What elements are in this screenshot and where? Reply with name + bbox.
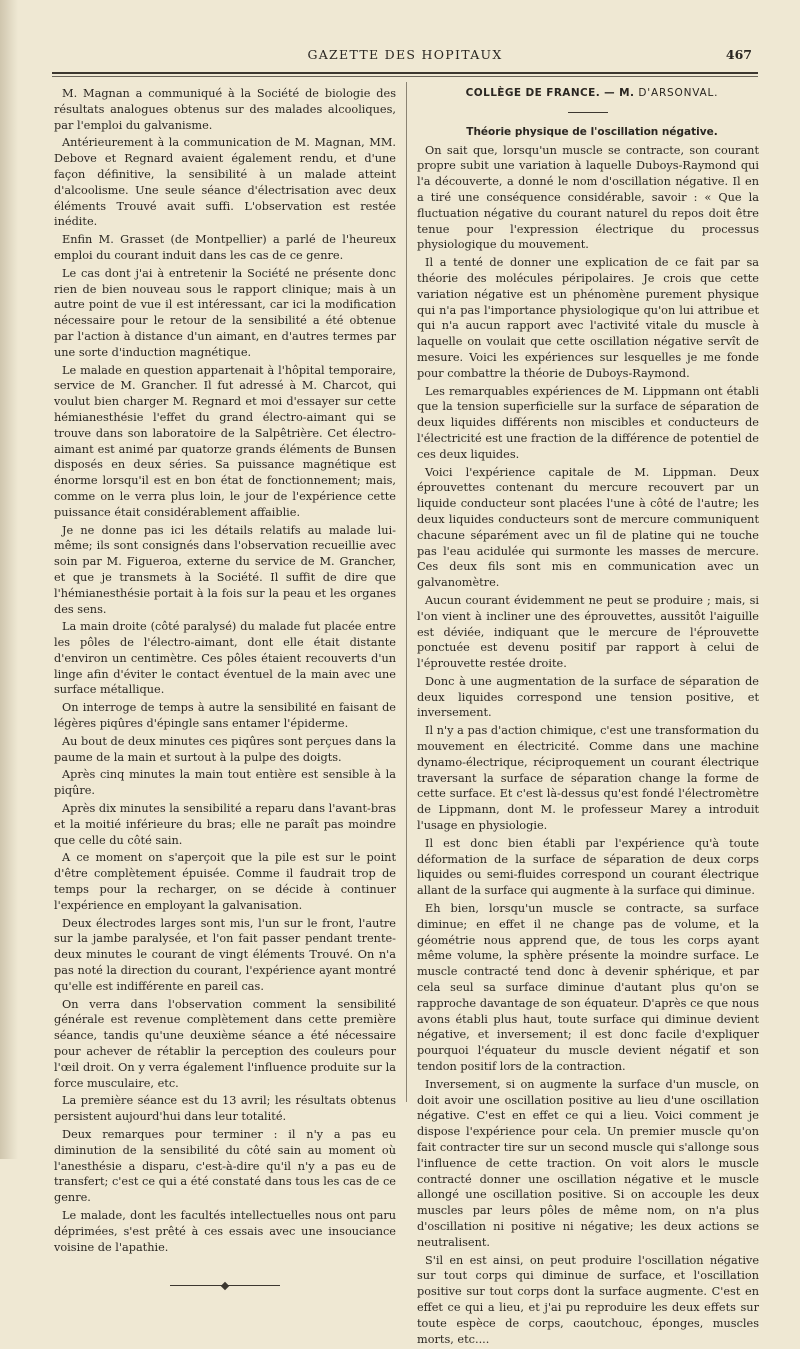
paragraph: Le cas dont j'ai à entretenir la Société ne présente donc rien de bien nouveau sous le rapport clinique; mais à un autre point de vue il est intéressant, car ici la modification nécessaire pour le retour de la sensibilité a été obtenue par l'action à distance d'un aimant, en d'autres termes par une sorte d'induction magnétique. (54, 266, 396, 359)
paragraph: Deux électrodes larges sont mis, l'un sur le front, l'autre sur la jambe paralysée, et l'on fait passer pendant trente-deux minutes le courant de vingt éléments Trouvé. On n'a pas noté la direction du courant, l'expérience ayant montré qu'elle est indifférente en pareil cas. (54, 916, 396, 993)
paragraph: Donc à une augmentation de la surface de séparation de deux liquides correspond une tension positive, et inversement. (417, 674, 759, 720)
paragraph: Il n'y a pas d'action chimique, c'est une transformation du mouvement en électricité. Comme dans une machine dynamo-électrique, réciproquement un courant électrique traversant la surface de séparation change la forme de cette surface. Et c'est là-dessus qu'est fondé l'électromètre de Lippmann, dont M. le professeur Marey a introduit l'usage en physiologie. (417, 724, 759, 833)
end-of-article-ornament (54, 1275, 396, 1291)
paragraph: Au bout de deux minutes ces piqûres sont perçues dans la paume de la main et surtout à la pulpe des doigts. (54, 734, 396, 764)
section-rule (568, 112, 608, 113)
paragraph: Enfin M. Grasset (de Montpellier) a parlé de l'heureux emploi du courant induit dans les cas de ce genre. (54, 233, 396, 262)
section-author: D'ARSONVAL. (638, 87, 719, 99)
paragraph: M. Magnan a communiqué à la Société de biologie des résultats analogues obtenus sur des malades alcooliques, par l'emploi du galvanisme. (54, 87, 396, 132)
newspaper-title: GAZETTE DES HOPITAUX (307, 47, 503, 62)
paragraph: S'il en est ainsi, on peut produire l'oscillation négative sur tout corps qui diminue de surface, et l'oscillation positive sur tout corps dont la surface augmente. C'est en effet ce qui a lieu, et j'ai pu reproduire les deux effets sur toute espèce de corps, caoutchouc, éponges, muscles morts, etc.... (417, 1253, 759, 1346)
paragraph: Le malade en question appartenait à l'hôpital temporaire, service de M. Grancher. Il fut adressé à M. Charcot, qui voulut bien charger M. Regnard et moi d'essayer sur cette hémianesthésie l'effet du grand électro-aimant qui se trouve dans son laboratoire de la Salpêtrière. Cet électro-aimant est animé par quatorze grands éléments de Bunsen disposés en deux séries. Sa puissance magnétique est énorme lorsqu'il est en bon état de fonctionnement; mais, comme on le verra plus loin, le jour de l'expérience cette puissance était considérablement affaiblie. (54, 363, 396, 519)
paragraph: Les remarquables expériences de M. Lippmann ont établi que la tension superficielle sur la surface de séparation de deux liquides différents non miscibles et conducteurs de l'électricité est une fraction de la différence de potentiel de ces deux liquides. (417, 384, 759, 461)
paragraph: Il a tenté de donner une explication de ce fait par sa théorie des molécules péripolaires. Je crois que cette variation négative est un phénomène purement physique qui n'a pas l'importance physiologique qu'on lui attribue et qui n'a aucun rapport avec l'activité vitale du muscle à laquelle on voulait que cette oscillation négative servît de mesure. Voici les expériences sur lesquelles je me fonde pour combattre la théorie de Duboys-Raymond. (417, 256, 759, 380)
paragraph: Je ne donne pas ici les détails relatifs au malade lui-même; ils sont consignés dans l'observation recueillie avec soin par M. Figueroa, externe du service de M. Grancher, et que je transmets à la Société. Il suffit de dire que l'hémianesthésie portait à la fois sur la peau et les organes des sens. (54, 523, 396, 616)
paragraph: On sait que, lorsqu'un muscle se contracte, son courant propre subit une variation à laquelle Duboys-Raymond qui l'a découverte, a donné le nom d'oscillation négative. Il en a tiré une conséquence considérable, savoir : « Que la fluctuation négative du courant naturel du repos doit être tenue pour l'expression électrique du processus physiologique du mouvement. (417, 143, 759, 252)
paragraph: On interroge de temps à autre la sensibilité en faisant de légères piqûres d'épingle sans entamer l'épiderme. (54, 701, 396, 731)
paragraph: La première séance est du 13 avril; les résultats obtenus persistent aujourd'hui dans leur totalité. (54, 1094, 396, 1124)
paragraph: On verra dans l'observation comment la sensibilité générale est revenue complètement dans cette première séance, tandis qu'une deuxième séance a été nécessaire pour achever de rétablir la perception des couleurs pour l'œil droit. On y verra également l'influence produite sur la force musculaire, etc. (54, 997, 396, 1090)
header-rule (52, 72, 758, 74)
paragraph: Aucun courant évidemment ne peut se produire ; mais, si l'on vient à incliner une des éprouvettes, aussitôt l'aiguille est déviée, indiquant que le mercure de l'éprouvette ponctuée est devenu positif par rapport à celui de l'éprouvette restée droite. (417, 593, 759, 671)
article-title: Théorie physique de l'oscillation négative. (466, 125, 718, 138)
paragraph: Après dix minutes la sensibilité a reparu dans l'avant-bras et la moitié inférieure du bras; elle ne paraît pas moindre que celle du côté sain. (54, 802, 396, 847)
paragraph: Inversement, si on augmente la surface d'un muscle, on doit avoir une oscillation positive au lieu d'une oscillation négative. C'est en effet ce qui a lieu. Voici comment je dispose l'expérience pour cela. Un premier muscle qu'on fait contracter tire sur un second muscle qui s'allonge sous l'influence de cette traction. On voit alors le muscle contracté donner une oscillation négative et le muscle allongé une oscillation positive. Si on accouple les deux muscles par leurs pôles de même nom, on n'a plus d'oscillation ni positive ni négative; les deux actions se neutralisent. (417, 1077, 759, 1249)
left-column (54, 86, 396, 1291)
paragraph: Deux remarques pour terminer : il n'y a pas eu diminution de la sensibilité du côté sain au moment où l'anesthésie a disparu, c'est-à-dire qu'il n'y a pas eu de transfert; c'est ce qui a été constaté dans tous les cas de ce genre. (54, 1128, 396, 1205)
right-column (417, 86, 759, 1349)
paragraph: La main droite (côté paralysé) du malade fut placée entre les pôles de l'électro-aimant, dont elle était distante d'environ un centimètre. Ces pôles étaient recouverts d'un linge afin d'éviter le contact éventuel de la main avec une surface métallique. (54, 620, 396, 697)
paragraph: A ce moment on s'aperçoit que la pile est sur le point d'être complètement épuisée. Comme il faudrait trop de temps pour la recharger, on se décide à continuer l'expérience en employant la galvanisation. (54, 851, 396, 912)
section-title: COLLÈGE DE FRANCE. — M. (465, 87, 639, 99)
column-divider (406, 82, 407, 1102)
page-edge-shadow (0, 0, 18, 1159)
masthead (52, 44, 758, 66)
paragraph: Le malade, dont les facultés intellectuelles nous ont paru déprimées, s'est prêté à ces essais avec une insouciance voisine de l'apathie. (54, 1208, 396, 1254)
paragraph: Antérieurement à la communication de M. Magnan, MM. Debove et Regnard avaient également rendu, et d'une façon définitive, la sensibilité à un malade atteint d'alcoolisme. Une seule séance d'électrisation avec deux éléments Trouvé avait suffi. L'observation est restée inédite. (54, 136, 396, 229)
paragraph: Eh bien, lorsqu'un muscle se contracte, sa surface diminue; en effet il ne change pas de volume, et la géométrie nous apprend que, de tous les corps ayant même volume, la sphère présente la moindre surface. Le muscle contracté tend donc à devenir sphérique, et par cela seul sa surface diminue d'autant plus qu'on se rapproche davantage de son équateur. D'après ce que nous avons établi plus haut, toute surface qui diminue devient négative, et inversement; il est donc facile d'expliquer pourquoi l'équateur du muscle devient négatif et son tendon positif lors de la contraction. (417, 902, 759, 1074)
page-number: 467 (725, 47, 752, 62)
paragraph: Après cinq minutes la main tout entière est sensible à la piqûre. (54, 768, 396, 798)
header-rule-thin (52, 76, 758, 77)
section-heading (417, 86, 759, 102)
paragraph: Il est donc bien établi par l'expérience qu'à toute déformation de la surface de séparation de deux corps liquides ou semi-fluides correspond un courant électrique allant de la surface qui augmente à la surface qui diminue. (417, 836, 759, 898)
paragraph: Voici l'expérience capitale de M. Lippman. Deux éprouvettes contenant du mercure recouvert par un liquide conducteur sont placées l'une à côté de l'autre; les deux liquides conducteurs sont de mercure communiquent chacune séparément avec un fil de platine qui ne touche pas l'eau acidulée qui surmonte les masses de mercure. Ces deux fils sont mis en communication avec un galvanomètre. (417, 465, 759, 590)
